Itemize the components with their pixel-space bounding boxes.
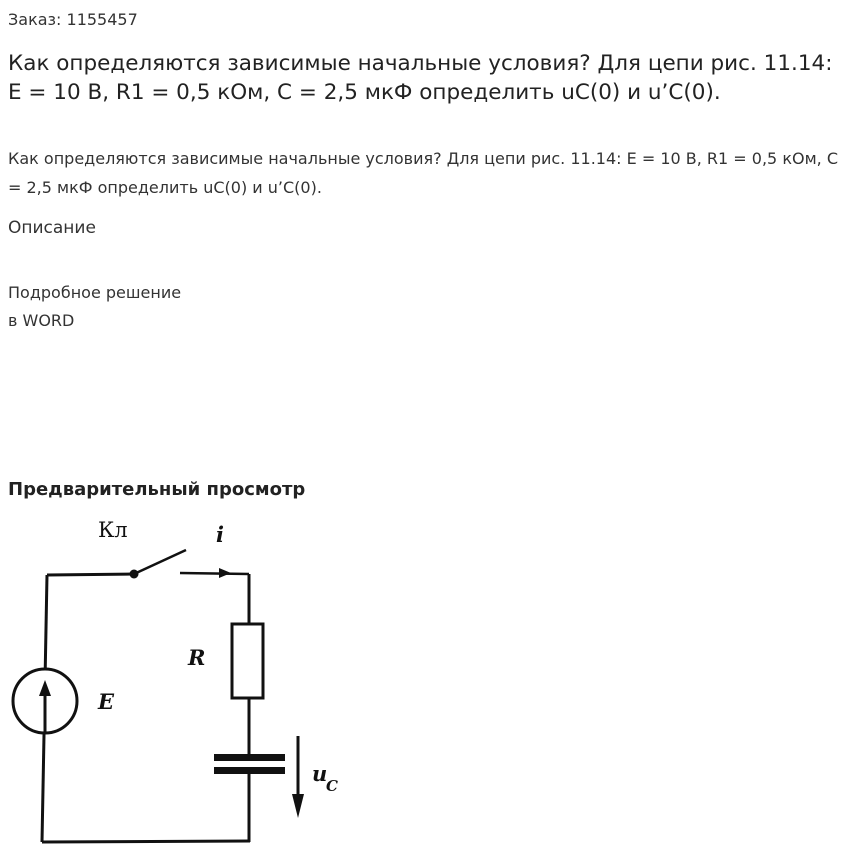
source-label: E [98,689,115,714]
preview-heading: Предварительный просмотр [8,479,306,500]
wire-top-left [47,574,134,575]
wire-top-right [180,573,249,574]
current-arrow-head [219,568,231,578]
resistor [232,624,263,698]
solution-details-line-2: в WORD [8,311,75,330]
current-label: i [216,522,224,547]
description-section-label: Описание [8,218,96,238]
voltage-label-subscript: C [326,777,338,795]
voltage-label: u [312,761,328,786]
capacitor-plate-bottom [214,767,285,774]
voltage-arrow-head [292,794,304,818]
solution-details-line-1: Подробное решение [8,283,182,302]
order-number: Заказ: 1155457 [8,10,138,29]
resistor-label: R [188,645,206,670]
switch-label: Кл [98,518,128,542]
solution-details [8,279,181,335]
capacitor-plate-top [214,754,285,761]
circuit-diagram-svg [0,510,380,859]
switch-blade [134,550,186,574]
wire-bottom [42,841,250,842]
circuit-diagram [0,510,380,859]
page-title: Как определяются зависимые начальные условия? Для цепи рис. 11.14: E = 10 В, R1 = 0,5 кОм, C = 2,5 мкФ определить uC(0) и u’C(0). [8,51,833,105]
task-description: Как определяются зависимые начальные условия? Для цепи рис. 11.14: E = 10 В, R1 = 0,5 кОм, C = 2,5 мкФ определить uC(0) и u’C(0). [8,149,838,197]
